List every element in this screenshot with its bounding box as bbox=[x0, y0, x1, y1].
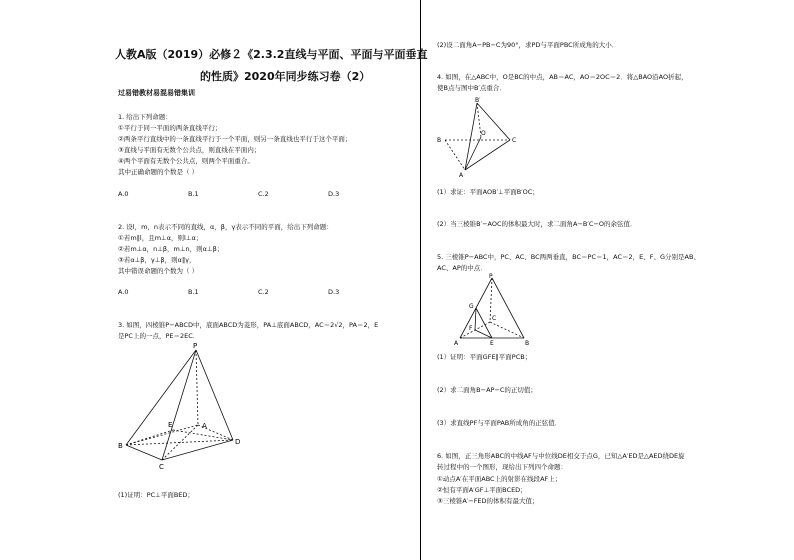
q1-options bbox=[118, 190, 398, 198]
q5-label-A: A bbox=[454, 340, 459, 347]
q4-label-O: O bbox=[481, 130, 486, 137]
q1-item: ②两条平行直线中的一条直线平行于一个平面，则另一条直线也平行于这个平面； bbox=[118, 135, 352, 143]
q1-option: C.2 bbox=[258, 190, 269, 198]
q1-ask: 其中正确命题的个数是（ ） bbox=[118, 168, 199, 176]
document-title-line2: 的性质》2020年同步练习卷（2） bbox=[200, 70, 371, 83]
q5-label-E: E bbox=[490, 340, 494, 347]
q3-label-B: B bbox=[118, 442, 123, 450]
q4-label-C: C bbox=[512, 137, 517, 144]
q5-label-F: F bbox=[469, 325, 473, 332]
q3-stem-line1: 3. 如图，四棱锥P−ABCD中，底面ABCD为菱形，PA⊥底面ABCD，AC＝2√2，PA＝2，E bbox=[118, 321, 379, 329]
q1-stem: 1. 给出下列命题： bbox=[118, 113, 172, 121]
q5-stem-line2: AC、AP的中点． bbox=[437, 264, 487, 272]
right-column bbox=[397, 0, 794, 560]
q2-options bbox=[118, 288, 398, 296]
section-heading: 过易错教材易混易错集训 bbox=[118, 89, 195, 97]
q2-item: ①若m∥l，且m⊥α，则l⊥α； bbox=[118, 234, 203, 242]
q5-label-P: P bbox=[489, 273, 493, 280]
q4-stem-line2: 使B点与图中B′点重合． bbox=[437, 84, 506, 92]
q3-label-A: A bbox=[202, 422, 207, 430]
q3-label-C: C bbox=[159, 463, 164, 470]
q5-label-C: C bbox=[492, 315, 497, 322]
q4-stem-line1: 4. 如图，在△ABC中，O是BC的中点，AB＝AC，AO＝2OC＝2．将△BAO沿AO折起， bbox=[437, 73, 688, 81]
q6-item: ③三棱锥A′−FED的体积有最大值； bbox=[437, 497, 539, 505]
q5-part2: (2）求二面角B−AP−C的正切值； bbox=[437, 386, 537, 394]
q2-option: D.3 bbox=[328, 288, 340, 296]
q4-fold-figure bbox=[437, 95, 527, 180]
q5-part1: (1）证明：平面GFE∥平面PCB； bbox=[437, 353, 532, 361]
q6-item: ②恒有平面A′GF⊥平面BCED； bbox=[437, 486, 527, 494]
q2-item: ②若m⊥α，n⊥β，m⊥n，则α⊥β； bbox=[118, 245, 224, 253]
q6-stem-line2: 转过程中的一个图形，现给出下列四个命题： bbox=[437, 463, 567, 471]
q2-item: ③若α⊥β，γ⊥β，则α∥γ， bbox=[118, 256, 196, 264]
q3-stem-line2: 是PC上的一点，PE＝2EC． bbox=[118, 332, 200, 340]
q5-label-B: B bbox=[525, 340, 530, 347]
q1-option: D.3 bbox=[328, 190, 340, 198]
q2-stem: 2. 设l，m，n表示不同的直线，α，β，γ表示不同的平面，给出下列命题： bbox=[118, 223, 333, 231]
q3-label-D: D bbox=[235, 438, 241, 446]
q5-part3: (3）求直线PF与平面PAB所成角的正弦值． bbox=[437, 419, 562, 427]
q1-item: ④两个平面有无数个公共点，则两个平面重合。 bbox=[118, 157, 254, 165]
q4-part2: (2）当三棱锥B′−AOC的体积最大时，求二面角A−B′C−O的余弦值． bbox=[437, 220, 637, 228]
q1-item: ①平行于同一平面的两条直线平行； bbox=[118, 124, 222, 132]
document-title-line1: 人教A版（2019）必修２《2.3.2直线与平面、平面与平面垂直 bbox=[115, 48, 428, 61]
q2-ask: 其中错误命题的个数为（ ） bbox=[118, 267, 199, 275]
q5-stem-line1: 5. 三棱锥P−ABC中，PC、AC、BC两两垂直，BC＝PC＝1，AC＝2，E、F、G分别是AB、 bbox=[437, 253, 700, 261]
q2-option: C.2 bbox=[258, 288, 269, 296]
q4-label-B: B bbox=[437, 137, 442, 144]
q5-label-G: G bbox=[469, 303, 474, 310]
q6-item: ①动点A′在平面ABC上的射影在线段AF上； bbox=[437, 475, 562, 483]
q2-option: A.0 bbox=[118, 288, 129, 296]
q3-label-P: P bbox=[193, 342, 198, 350]
q3-part2: (2)设二面角A−PB−C为90°，求PD与平面PBC所成角的大小． bbox=[437, 41, 619, 49]
q1-option: A.0 bbox=[118, 190, 129, 198]
q1-item: ③直线与平面有无数个公共点，则直线在平面内； bbox=[118, 146, 261, 154]
q3-label-E: E bbox=[168, 421, 173, 429]
q5-tetrahedron-figure bbox=[452, 272, 532, 347]
q3-part1: (1)证明：PC⊥平面BED； bbox=[118, 491, 194, 499]
q3-pyramid-figure bbox=[118, 340, 258, 470]
q2-option: B.1 bbox=[188, 288, 199, 296]
q1-option: B.1 bbox=[188, 190, 199, 198]
q6-stem-line1: 6. 如图，正三角形ABC的中线AF与中位线DE相交于点G，已知△A′ED是△AED绕DE旋 bbox=[437, 452, 685, 460]
q4-label-A: A bbox=[459, 172, 464, 179]
q4-label-B-prime: B′ bbox=[475, 97, 481, 104]
q4-part1: (1）求证：平面AOB′⊥平面B′OC； bbox=[437, 188, 539, 196]
